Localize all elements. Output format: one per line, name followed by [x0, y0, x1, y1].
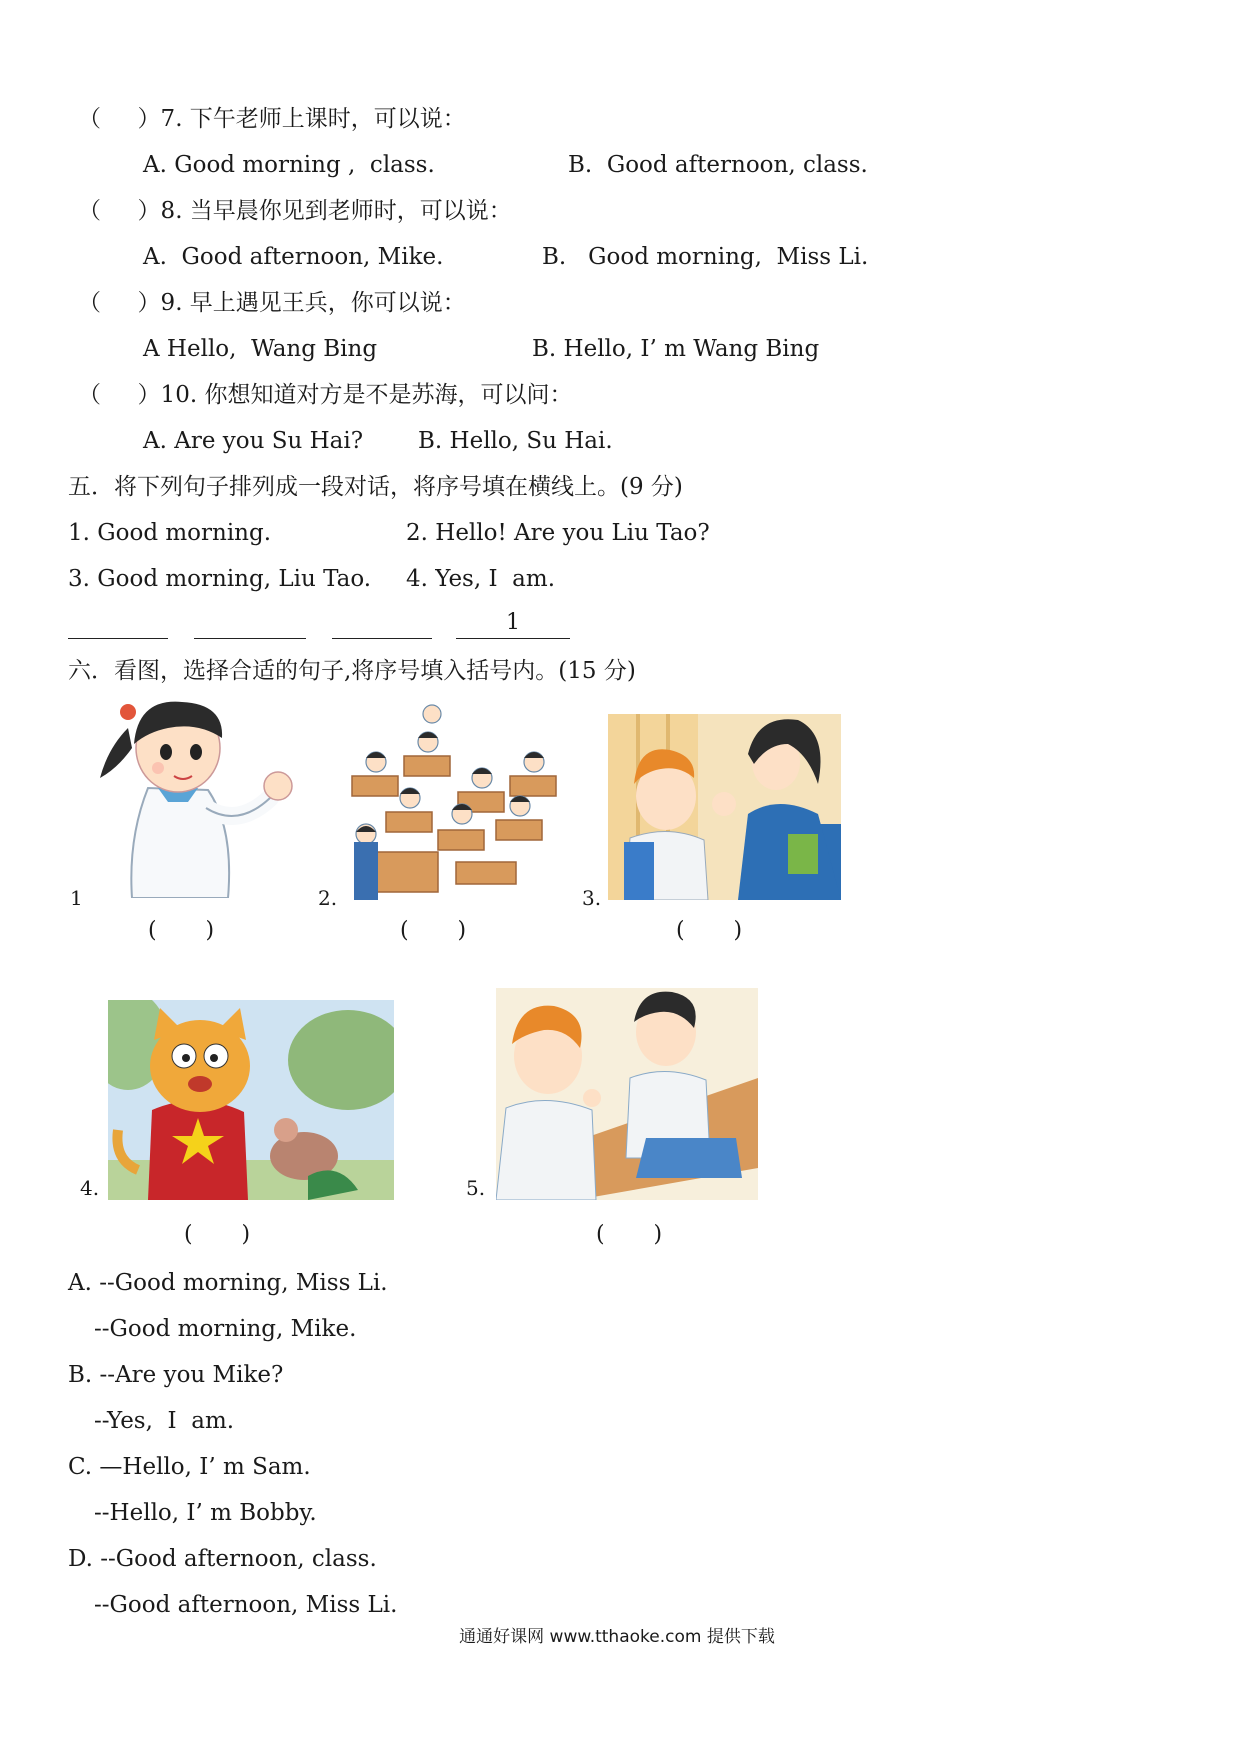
- question-7-stem: （ ）7. 下午老师上课时，可以说：: [78, 106, 466, 132]
- answer-paren-2[interactable]: ( ): [400, 918, 467, 943]
- dialog-a-line-2: --Good morning, Mike.: [94, 1316, 357, 1342]
- question-8-option-a: A. Good afternoon, Mike.: [143, 244, 444, 270]
- question-10-option-b: B. Hello, Su Hai.: [418, 428, 613, 454]
- picture-boy-and-teacher: [608, 714, 841, 900]
- picture-label-3: 3.: [582, 886, 602, 910]
- picture-label-5: 5.: [466, 1176, 486, 1200]
- dialog-d-line-1: D. --Good afternoon, class.: [68, 1546, 377, 1572]
- question-9-option-b: B. Hello, I’ m Wang Bing: [532, 336, 820, 362]
- dialog-d-line-2: --Good afternoon, Miss Li.: [94, 1592, 398, 1618]
- dialog-c-line-2: --Hello, I’ m Bobby.: [94, 1500, 317, 1526]
- answer-blank-1[interactable]: [68, 608, 168, 639]
- section-6-title: 六．看图，选择合适的句子,将序号填入括号内。(15 分): [68, 658, 636, 684]
- section-5-item-4: 4. Yes, I am.: [406, 566, 556, 592]
- answer-paren-5[interactable]: ( ): [596, 1222, 663, 1247]
- dialog-c-line-1: C. —Hello, I’ m Sam.: [68, 1454, 311, 1480]
- picture-label-4: 4.: [80, 1176, 100, 1200]
- picture-girl-waving: [88, 698, 300, 898]
- question-10-stem: （ ）10. 你想知道对方是不是苏海，可以问：: [78, 382, 573, 408]
- question-9-option-a: A Hello, Wang Bing: [143, 336, 378, 362]
- picture-label-1: 1: [70, 886, 83, 910]
- picture-classroom: [346, 702, 578, 900]
- dialog-b-line-1: B. --Are you Mike?: [68, 1362, 284, 1388]
- answer-blank-3[interactable]: [332, 608, 432, 639]
- dialog-a-line-1: A. --Good morning, Miss Li.: [68, 1270, 388, 1296]
- answer-blank-4[interactable]: 1: [456, 608, 570, 639]
- question-7-option-a: A. Good morning , class.: [143, 152, 435, 178]
- picture-cat-and-mouse: [108, 1000, 394, 1200]
- question-9-stem: （ ）9. 早上遇见王兵，你可以说：: [78, 290, 466, 316]
- answer-paren-3[interactable]: ( ): [676, 918, 743, 943]
- page-footer: 通通好课网 www.tthaoke.com 提供下载: [459, 1627, 775, 1647]
- picture-label-2: 2.: [318, 886, 338, 910]
- section-5-item-3: 3. Good morning, Liu Tao.: [68, 566, 372, 592]
- picture-two-boys: [496, 988, 758, 1200]
- answer-paren-1[interactable]: ( ): [148, 918, 215, 943]
- section-5-title: 五．将下列句子排列成一段对话，将序号填在横线上。(9 分): [68, 474, 683, 500]
- section-5-item-1: 1. Good morning.: [68, 520, 272, 546]
- question-8-option-b: B. Good morning, Miss Li.: [542, 244, 869, 270]
- question-10-option-a: A. Are you Su Hai?: [143, 428, 364, 454]
- question-8-stem: （ ）8. 当早晨你见到老师时，可以说：: [78, 198, 512, 224]
- section-5-item-2: 2. Hello! Are you Liu Tao?: [406, 520, 710, 546]
- answer-paren-4[interactable]: ( ): [184, 1222, 251, 1247]
- dialog-b-line-2: --Yes, I am.: [94, 1408, 235, 1434]
- answer-blank-2[interactable]: [194, 608, 306, 639]
- question-7-option-b: B. Good afternoon, class.: [568, 152, 868, 178]
